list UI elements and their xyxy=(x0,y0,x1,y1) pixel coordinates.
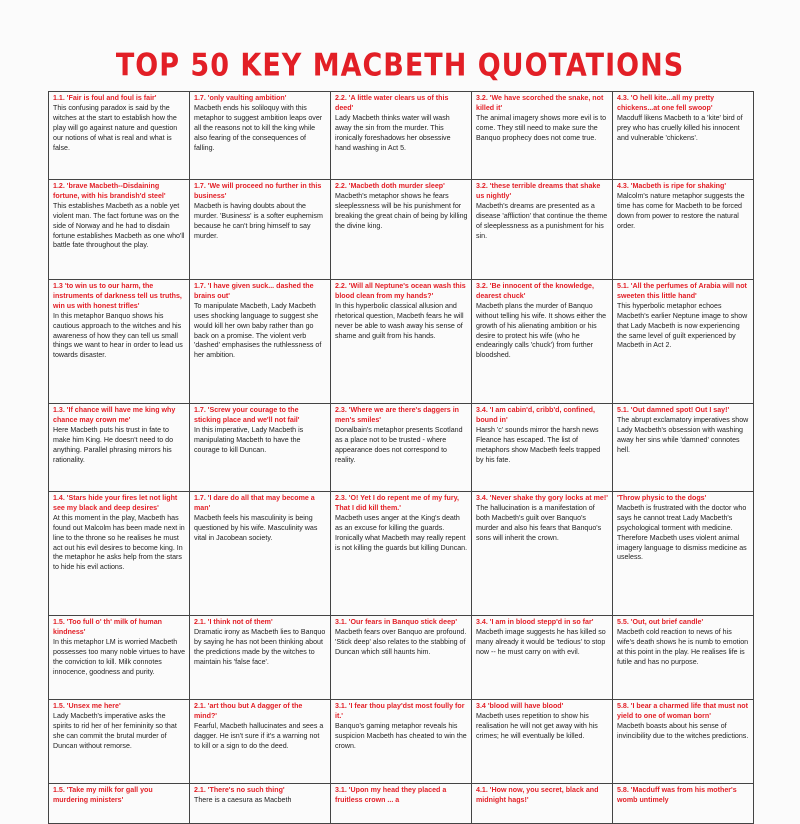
quotation-cell xyxy=(613,280,754,404)
quotation-text: 4.3. 'Macbeth is ripe for shaking' xyxy=(617,182,727,190)
quotation-explanation: Macbeth's dreams are presented as a disease 'affliction' that continue the theme of sleeplessness as a punishment for his sin. xyxy=(476,201,608,240)
quotation-text: 1.4. 'Stars hide your fires let not light see my black and deep desires' xyxy=(53,494,178,512)
quotation-cell xyxy=(49,700,190,784)
quotation-text: 5.5. 'Out, out brief candle' xyxy=(617,618,704,626)
quotation-cell xyxy=(472,784,613,824)
quotation-explanation: Donalbain's metaphor presents Scotland as a place not to be trusted - where appearance does not correspond to reality. xyxy=(335,425,463,464)
quotation-explanation: In this metaphor LM is worried Macbeth possesses too many noble virtues to have the conviction to kill. Milk connotes innocence, goodness and purity. xyxy=(53,637,186,676)
quotation-explanation: Lady Macbeth's imperative asks the spirits to rid her of her femininity so that she can commit the brutal murder of Duncan without remorse. xyxy=(53,711,177,750)
quotation-explanation: There is a caesura as Macbeth xyxy=(194,795,292,804)
quotation-text: 2.1. 'art thou but A dagger of the mind?' xyxy=(194,702,303,720)
quotation-cell xyxy=(331,92,472,180)
quotation-cell xyxy=(472,492,613,616)
quotation-text: 2.3. 'O! Yet I do repent me of my fury, That I did kill them.' xyxy=(335,494,460,512)
quotation-cell xyxy=(613,700,754,784)
quotation-cell xyxy=(190,784,331,824)
quotation-text: 2.3. 'Where we are there's daggers in men's smiles' xyxy=(335,406,460,424)
quotation-explanation: Dramatic irony as Macbeth lies to Banquo by saying he has not been thinking about the predictions made by the witches to maintain his 'false face'. xyxy=(194,627,326,666)
quotation-cell xyxy=(49,92,190,180)
quotation-text: 1.3. 'If chance will have me king why chance may crown me' xyxy=(53,406,176,424)
quotation-explanation: Lady Macbeth thinks water will wash away the sin from the murder. This ironically foreshadows her obsessive hand washing in Act 5. xyxy=(335,113,451,152)
quotation-explanation: Macbeth plans the murder of Banquo without telling his wife. It shows either the growth of his alienating ambition or his desire to protect his wife (who he endearingly calls 'chuck') from further bloodshed. xyxy=(476,301,607,360)
quotation-text: 5.8. 'Macduff was from his mother's womb untimely xyxy=(617,786,737,804)
quotation-cell xyxy=(613,92,754,180)
quotation-explanation: Macbeth image suggests he has killed so many already it would be 'tedious' to stop now -- he must carry on with evil. xyxy=(476,627,606,656)
quotation-text: 3.4. 'I am in blood stepp'd in so far' xyxy=(476,618,594,626)
quotation-text: 3.2. 'We have scorched the snake, not killed it' xyxy=(476,94,604,112)
quotation-cell xyxy=(49,180,190,280)
quotation-text: 1.5. 'Too full o' th' milk of human kindness' xyxy=(53,618,162,636)
quotation-text: 2.1. 'I think not of them' xyxy=(194,618,273,626)
quotation-text: 3.1. 'Upon my head they placed a fruitless crown ... a xyxy=(335,786,447,804)
quotation-text: 4.3. 'O hell kite...all my pretty chickens...at one fell swoop' xyxy=(617,94,715,112)
quotation-explanation: Macbeth uses repetition to show his realisation he will not get away with his crimes; he will eventually be killed. xyxy=(476,711,598,740)
quotation-explanation: At this moment in the play, Macbeth has found out Malcolm has been made next in line to the throne so he realises he must act out his evil desires to become king. In the metaphor he asks help from the stars to hide his evil actions. xyxy=(53,513,185,572)
quotation-text: 1.7. 'Screw your courage to the sticking place and we'll not fail' xyxy=(194,406,300,424)
quotation-cell xyxy=(49,784,190,824)
quotation-explanation: Macbeth feels his masculinity is being questioned by his wife. Masculinity was vital in Jacobean society. xyxy=(194,513,318,542)
quotation-cell xyxy=(190,616,331,700)
quotation-explanation: Macbeth uses anger at the King's death as an excuse for killing the guards. Ironically what Macbeth may really repent is not killing the guards but killing Duncan. xyxy=(335,513,468,552)
quotation-text: 3.4. 'I am cabin'd, cribb'd, confined, bound in' xyxy=(476,406,595,424)
quotation-text: 3.2. 'Be innocent of the knowledge, dearest chuck' xyxy=(476,282,594,300)
quotation-cell xyxy=(613,616,754,700)
quotation-cell xyxy=(472,616,613,700)
quotation-explanation: This establishes Macbeth as a noble yet violent man. The fact fortune was on the side of Norway and he had to disdain fortune establishes Macbeth as one who'll battle fate throughout the play. xyxy=(53,201,185,250)
quotation-cell xyxy=(190,700,331,784)
quotation-explanation: Harsh 'c' sounds mirror the harsh news Fleance has escaped. The list of metaphors show Macbeth feels trapped by his fate. xyxy=(476,425,601,464)
quotation-text: 5.1. 'Out damned spot! Out I say!' xyxy=(617,406,730,414)
quotation-explanation: In this metaphor Banquo shows his cautious approach to the witches and his awareness of how they can tell us small things we want to hear in order to lead us towards disaster. xyxy=(53,311,183,360)
quotation-cell xyxy=(331,492,472,616)
quotation-explanation: In this hyperbolic classical allusion and rhetorical question, Macbeth fears he will never be able to wash away his sense of shame and guilt from his hands. xyxy=(335,301,464,340)
quotation-explanation: This confusing paradox is said by the witches at the start to establish how the play will go against nature and question our notions of what is real and what is false. xyxy=(53,103,178,152)
quotation-text: 4.1. 'How now, you secret, black and midnight hags!' xyxy=(476,786,599,804)
quotation-grid xyxy=(48,91,754,824)
quotation-explanation: Banquo's gaming metaphor reveals his suspicion Macbeth has cheated to win the crown. xyxy=(335,721,467,750)
quotation-cell xyxy=(613,404,754,492)
quotation-explanation: Here Macbeth puts his trust in fate to make him King. He doesn't need to do anything. Parallel phrasing mirrors his rationality. xyxy=(53,425,174,464)
quotation-text: 3.2. 'these terrible dreams that shake us nightly' xyxy=(476,182,601,200)
quotation-explanation: To manipulate Macbeth, Lady Macbeth uses shocking language to suggest she would kill her own baby rather than go back on a promise. The violent verb 'dashed' emphasises the ruthlessness of her ambition. xyxy=(194,301,322,360)
quotation-explanation: Macduff likens Macbeth to a 'kite' bird of prey who has cruelly killed his innocent and vulnerable 'chickens'. xyxy=(617,113,743,142)
quotation-text: 2.2. 'Will all Neptune's ocean wash this blood clean from my hands?' xyxy=(335,282,466,300)
quotation-text: 1.3 'to win us to our harm, the instruments of darkness tell us truths, win us with honest trifles' xyxy=(53,282,182,310)
quotation-cell xyxy=(331,180,472,280)
quotation-cell xyxy=(49,404,190,492)
quotation-cell xyxy=(472,280,613,404)
quotation-explanation: Fearful, Macbeth hallucinates and sees a dagger. He isn't sure if it's a warning not to kill or a sign to do the deed. xyxy=(194,721,324,750)
quotation-explanation: The animal imagery shows more evil is to come. They still need to make sure the Banquo prophecy does not come true. xyxy=(476,113,607,142)
quotation-explanation: Macbeth boasts about his sense of invincibility due to the witches predictions. xyxy=(617,721,749,740)
page-title: TOP 50 KEY MACBETH QUOTATIONS xyxy=(115,47,685,84)
quotation-cell xyxy=(331,700,472,784)
quotation-cell xyxy=(331,404,472,492)
quotation-text: 1.7. 'I dare do all that may become a man' xyxy=(194,494,315,512)
quotation-cell xyxy=(190,180,331,280)
quotation-cell xyxy=(190,92,331,180)
quotation-text: 1.5. 'Unsex me here' xyxy=(53,702,121,710)
quotation-text: 1.2. 'brave Macbeth--Disdaining fortune, with his brandish'd steel' xyxy=(53,182,166,200)
quotation-cell xyxy=(472,180,613,280)
quotation-cell xyxy=(190,492,331,616)
quotation-text: 1.7. 'We will proceed no further in this business' xyxy=(194,182,322,200)
quotation-explanation: Macbeth is frustrated with the doctor who says he cannot treat Lady Macbeth's psychological torment with medicine. Therefore Macbeth uses violent animal imagery language to dismiss medicine as useless. xyxy=(617,503,747,562)
quotation-explanation: The abrupt exclamatory imperatives show Lady Macbeth's obsession with washing away her sins while 'damned' connotes hell. xyxy=(617,415,749,454)
quotation-cell xyxy=(331,280,472,404)
quotation-explanation: The hallucination is a manifestation of both Macbeth's guilt over Banquo's murder and also his fears that Banquo's sons will inherit the crown. xyxy=(476,503,602,542)
quotation-text: 3.1. 'Our fears in Banquo stick deep' xyxy=(335,618,458,626)
quotation-explanation: In this imperative, Lady Macbeth is manipulating Macbeth to have the courage to kill Duncan. xyxy=(194,425,304,454)
quotation-text: 5.8. 'I bear a charmed life that must not yield to one of woman born' xyxy=(617,702,748,720)
quotation-explanation: Macbeth's metaphor shows he fears sleeplessness will be his punishment for breaking the great chain of being by killing the divine king. xyxy=(335,191,468,230)
quotation-cell xyxy=(331,616,472,700)
quotation-cell xyxy=(472,92,613,180)
quotation-cell xyxy=(613,180,754,280)
quotation-explanation: This hyperbolic metaphor echoes Macbeth's earlier Neptune image to show that Lady Macbeth is now experiencing the same level of guilt experienced by Macbeth in Act 2. xyxy=(617,301,748,350)
quotation-explanation: Macbeth ends his soliloquy with this metaphor to suggest ambition leaps over all the reasons not to kill the king while also fearing of the consequences of falling. xyxy=(194,103,323,152)
quotation-explanation: Macbeth cold reaction to news of his wife's death shows he is numb to emotion at this point in the play. He realises life is futile and has no purpose. xyxy=(617,627,749,666)
quotation-cell xyxy=(190,404,331,492)
quotation-explanation: Macbeth is having doubts about the murder. 'Business' is a softer euphemism because he can't bring himself to say murder. xyxy=(194,201,323,240)
quotation-text: 1.1. 'Fair is foul and foul is fair' xyxy=(53,94,157,102)
quotation-text: 'Throw physic to the dogs' xyxy=(617,494,707,502)
quotation-text: 2.1. 'There's no such thing' xyxy=(194,786,285,794)
quotation-text: 1.7. 'I have given suck... dashed the brains out' xyxy=(194,282,314,300)
quotation-text: 1.5. 'Take my milk for gall you murdering ministers' xyxy=(53,786,153,804)
quotation-cell xyxy=(613,784,754,824)
quotation-cell xyxy=(472,700,613,784)
quotation-text: 3.1. 'I fear thou play'dst most foully for it.' xyxy=(335,702,465,720)
quotation-cell xyxy=(331,784,472,824)
quotation-cell xyxy=(190,280,331,404)
quotation-cell xyxy=(49,492,190,616)
quotation-text: 3.4 'blood will have blood' xyxy=(476,702,564,710)
quotation-text: 2.2. 'A little water clears us of this deed' xyxy=(335,94,449,112)
quotation-text: 2.2. 'Macbeth doth murder sleep' xyxy=(335,182,445,190)
quotation-text: 5.1. 'All the perfumes of Arabia will not sweeten this little hand' xyxy=(617,282,747,300)
quotation-cell xyxy=(49,280,190,404)
quotation-explanation: Macbeth fears over Banquo are profound. 'Stick deep' also relates to the stabbing of Duncan which still haunts him. xyxy=(335,627,467,656)
quotation-cell xyxy=(613,492,754,616)
quotation-cell xyxy=(49,616,190,700)
quotation-cell xyxy=(472,404,613,492)
quotation-explanation: Malcolm's nature metaphor suggests the time has come for Macbeth to be forced down from power to restore the natural order. xyxy=(617,191,745,230)
quotation-text: 3.4. 'Never shake thy gory locks at me!' xyxy=(476,494,608,502)
quotation-text: 1.7. 'only vaulting ambition' xyxy=(194,94,287,102)
